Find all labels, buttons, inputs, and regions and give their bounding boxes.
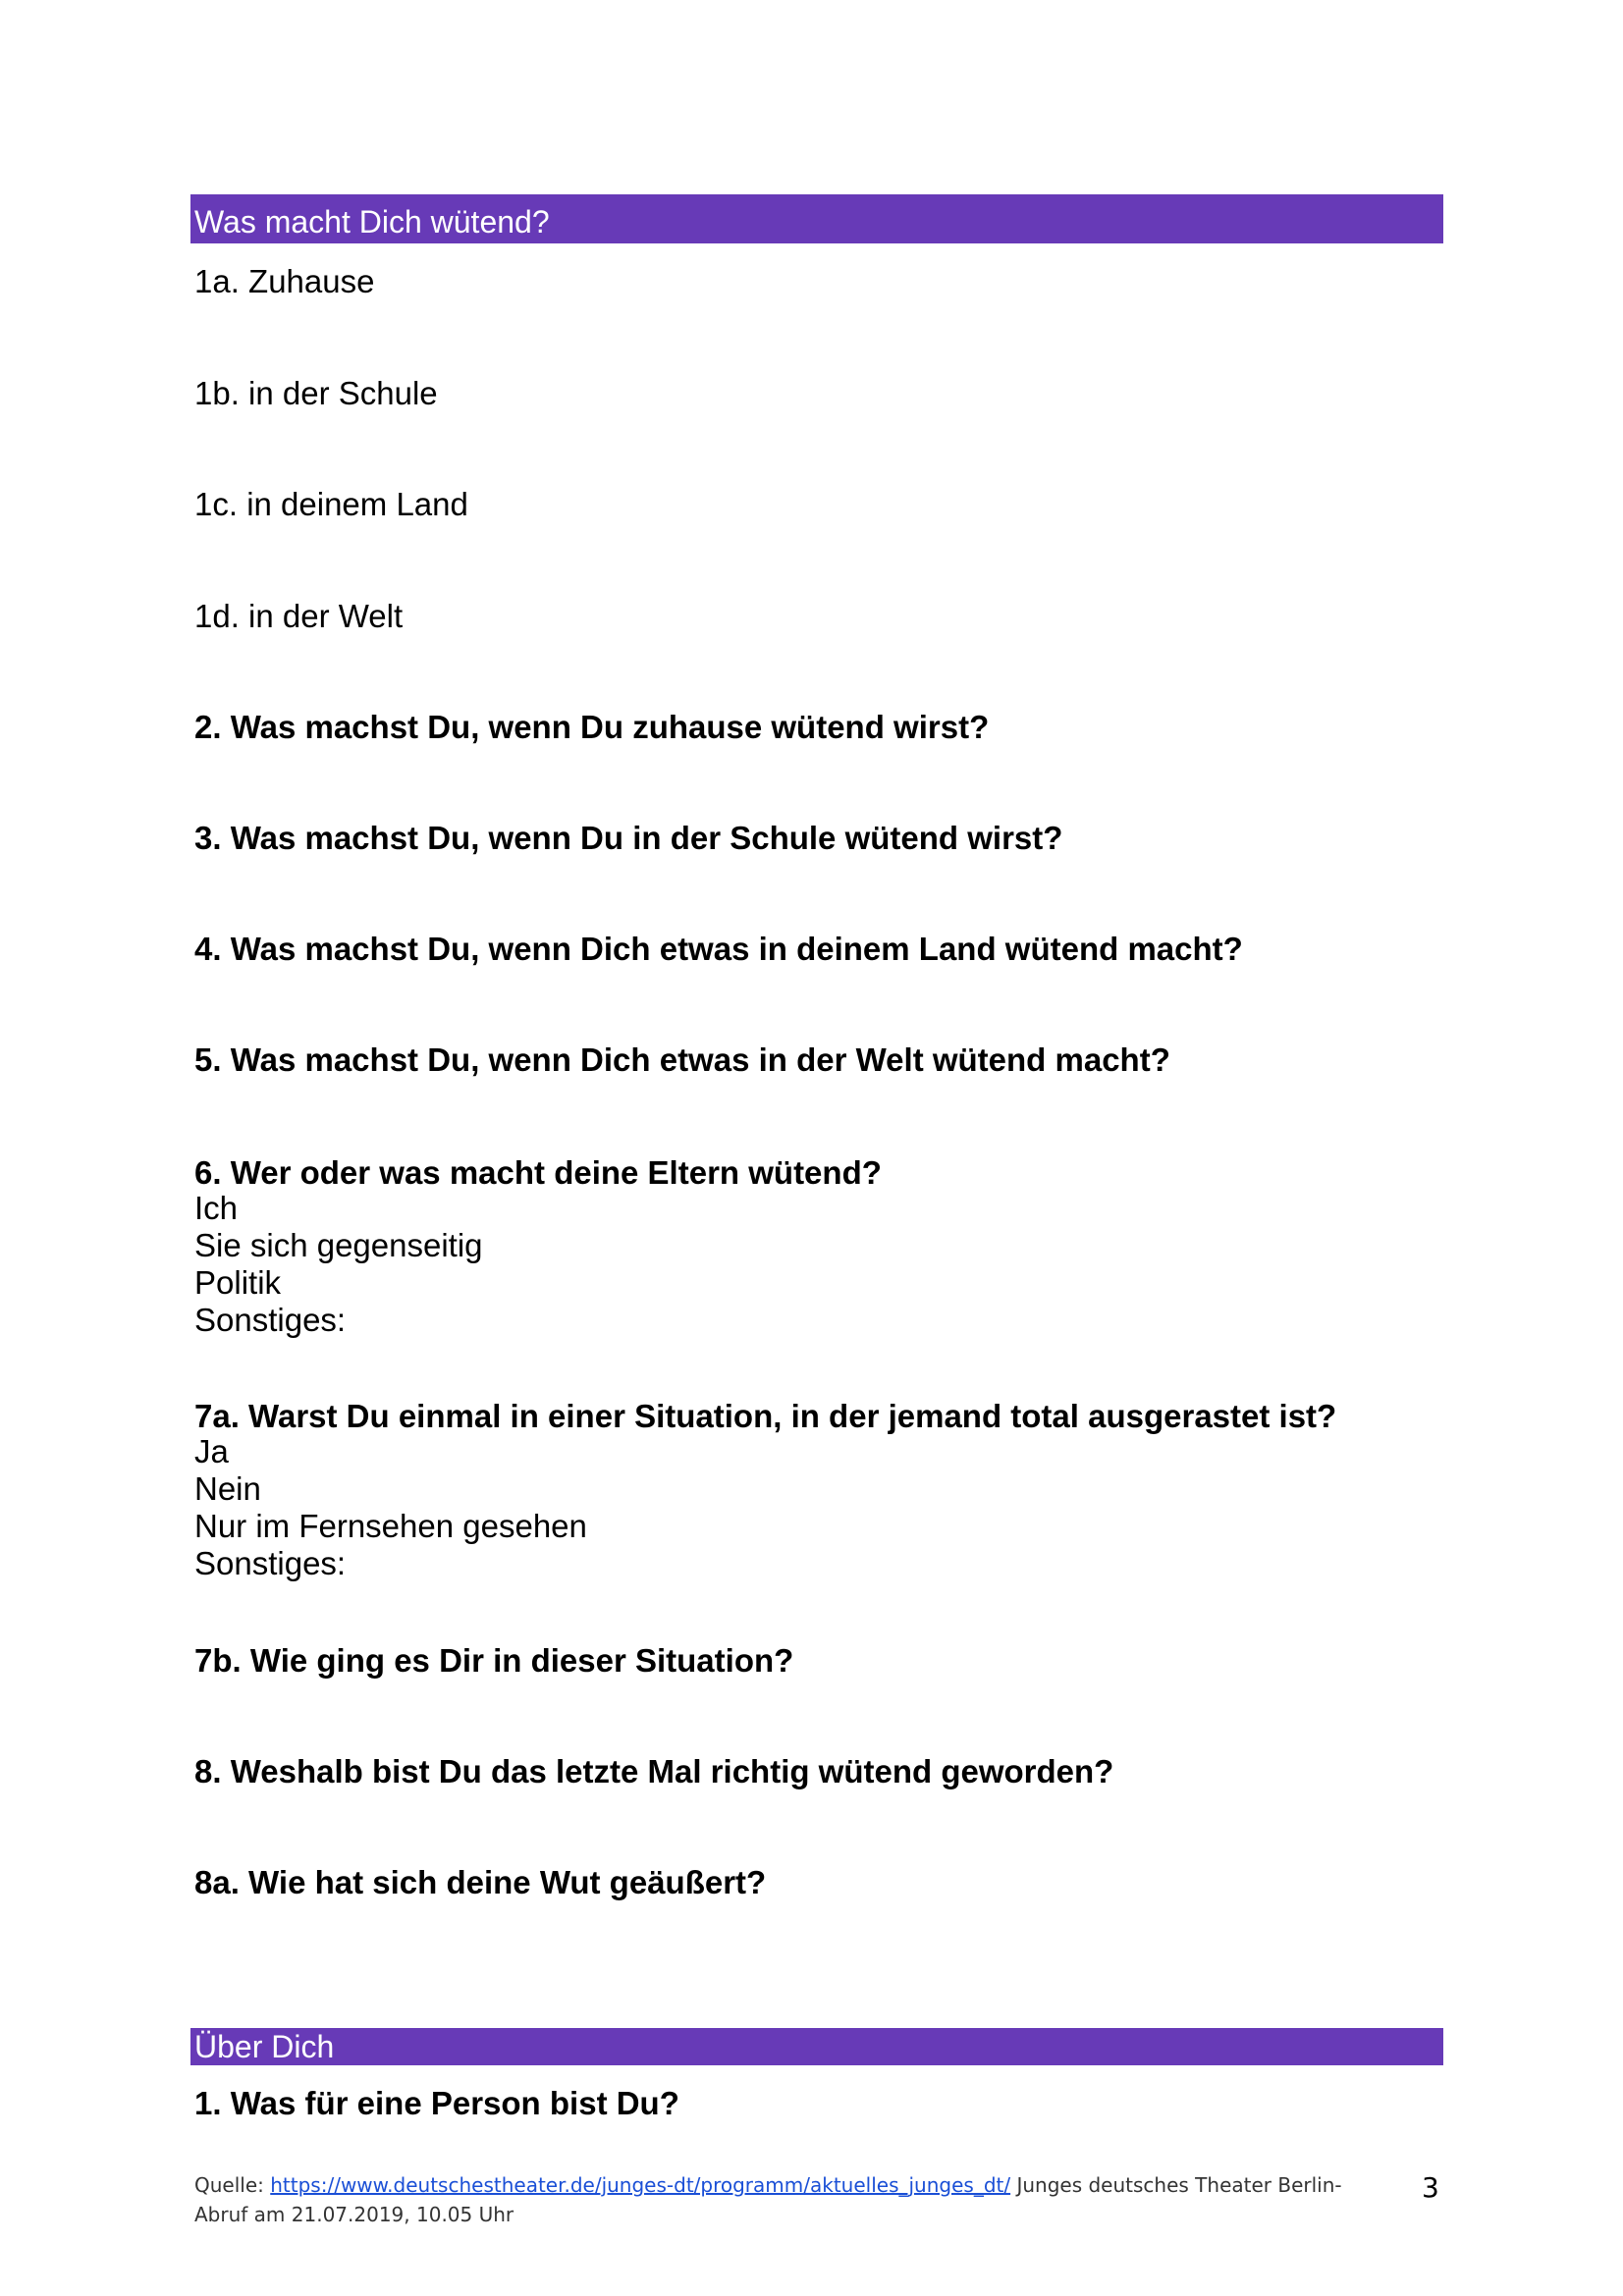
q7a-option-nein: Nein xyxy=(194,1470,261,1507)
footer-prefix: Quelle: xyxy=(194,2173,271,2197)
q7a-option-ja: Ja xyxy=(194,1433,229,1469)
q6-option-ich: Ich xyxy=(194,1190,239,1226)
question-5: 5. Was machst Du, wenn Dich etwas in der Welt wütend macht? xyxy=(194,1041,1170,1078)
item-1a: 1a. Zuhause xyxy=(194,263,375,299)
section-title: Über Dich xyxy=(194,2029,335,2064)
question-4: 4. Was machst Du, wenn Dich etwas in deinem Land wütend macht? xyxy=(194,931,1243,967)
q6-option-politik: Politik xyxy=(194,1264,282,1301)
question-3: 3. Was machst Du, wenn Du in der Schule wütend wirst? xyxy=(194,820,1063,856)
question-person: 1. Was für eine Person bist Du? xyxy=(194,2085,679,2121)
section-header-wut xyxy=(190,194,1443,243)
footer-suffix: Junges deutsches Theater Berlin- xyxy=(1010,2173,1342,2197)
source-link[interactable]: https://www.deutschestheater.de/junges-dt/programm/aktuelles_junges_dt/ xyxy=(270,2173,1011,2197)
item-1b: 1b. in der Schule xyxy=(194,375,438,411)
footer-line-1 xyxy=(194,2170,1342,2200)
question-8a: 8a. Wie hat sich deine Wut geäußert? xyxy=(194,1864,767,1900)
q7a-option-fernsehen: Nur im Fernsehen gesehen xyxy=(194,1508,587,1544)
item-1d: 1d. in der Welt xyxy=(194,598,404,634)
q6-option-sonstiges: Sonstiges: xyxy=(194,1302,347,1338)
question-7b: 7b. Wie ging es Dir in dieser Situation? xyxy=(194,1642,794,1679)
page-number: 3 xyxy=(1422,2171,1439,2204)
question-8: 8. Weshalb bist Du das letzte Mal richtig wütend geworden? xyxy=(194,1753,1114,1789)
section-title: Was macht Dich wütend? xyxy=(194,204,550,240)
question-2: 2. Was machst Du, wenn Du zuhause wütend wirst? xyxy=(194,709,990,745)
q7a-option-sonstiges: Sonstiges: xyxy=(194,1545,347,1581)
item-1c: 1c. in deinem Land xyxy=(194,486,468,522)
q6-option-gegenseitig: Sie sich gegenseitig xyxy=(194,1227,483,1263)
footer-source xyxy=(194,2170,1342,2229)
question-6: 6. Wer oder was macht deine Eltern wütend? xyxy=(194,1154,882,1191)
section-header-ueber-dich xyxy=(190,2028,1443,2065)
footer-line-2: Abruf am 21.07.2019, 10.05 Uhr xyxy=(194,2203,514,2226)
question-7a: 7a. Warst Du einmal in einer Situation, in der jemand total ausgerastet ist? xyxy=(194,1398,1337,1434)
